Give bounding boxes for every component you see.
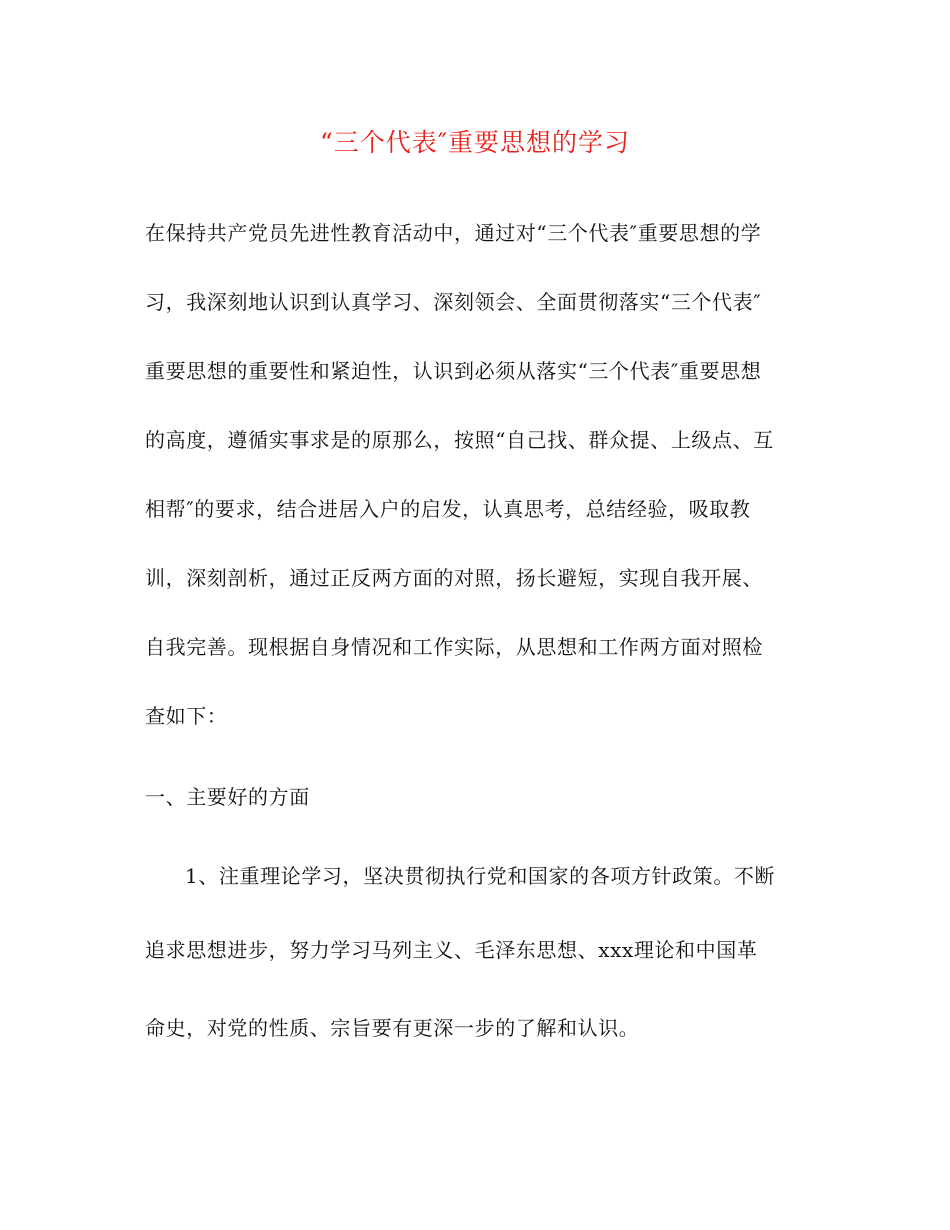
intro-line-4: 的高度，遵循实事求是的原那么，按照“自己找、群众提、上级点、互 bbox=[145, 428, 774, 452]
section-heading: 一、主要好的方面 bbox=[145, 785, 310, 809]
intro-line-2: 习，我深刻地认识到认真学习、深刻领会、全面贯彻落实“三个代表″ bbox=[145, 290, 762, 314]
intro-line-1: 在保持共产党员先进性教育活动中，通过对“三个代表″重要思想的学 bbox=[145, 221, 762, 245]
intro-line-6: 训，深刻剖析，通过正反两方面的对照，扬长避短，实现自我开展、 bbox=[145, 566, 763, 590]
document-title: “三个代表″重要思想的学习 bbox=[319, 128, 631, 157]
item1-line-2: 追求思想进步，努力学习马列主义、毛泽东思想、xxx理论和中国革 bbox=[145, 938, 758, 962]
intro-line-8: 查如下： bbox=[145, 704, 228, 728]
item1-line-1: 1、注重理论学习，坚决贯彻执行党和国家的各项方针政策。不断 bbox=[185, 864, 776, 888]
item1-line-3: 命史，对党的性质、宗旨要有更深一步的了解和认识。 bbox=[145, 1016, 640, 1040]
intro-line-5: 相帮″的要求，结合进居入户的启发，认真思考，总结经验，吸取教 bbox=[145, 497, 751, 521]
intro-line-7: 自我完善。现根据自身情况和工作实际，从思想和工作两方面对照检 bbox=[145, 635, 763, 659]
intro-line-3: 重要思想的重要性和紧迫性，认识到必须从落实“三个代表″重要思想 bbox=[145, 359, 762, 383]
